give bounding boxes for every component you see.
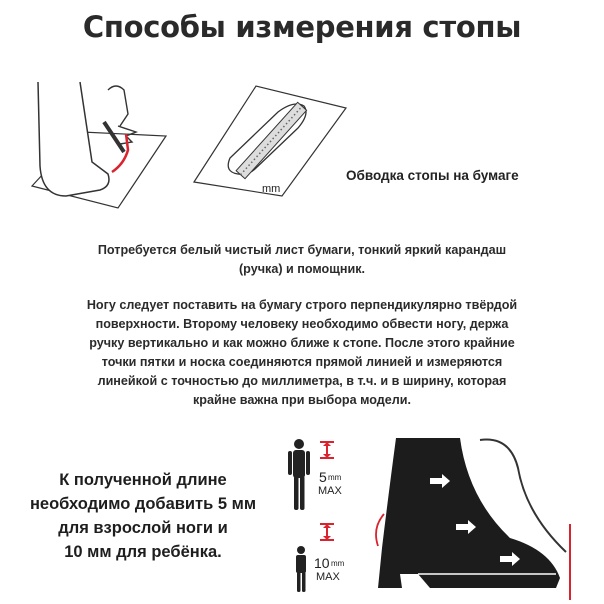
page-title: Способы измерения стопы bbox=[82, 10, 522, 44]
child-margin-unit: mm bbox=[331, 559, 345, 568]
adult-margin-value: 5 bbox=[319, 469, 327, 485]
note-line: 10 мм для ребёнка. bbox=[64, 543, 222, 561]
red-arrows-icon bbox=[320, 524, 334, 540]
note-line: К полученной длине bbox=[59, 471, 227, 489]
red-arrows-icon bbox=[320, 442, 334, 458]
child-margin-max: MAX bbox=[316, 571, 340, 583]
paragraph-line: крайне важна при выбора модели. bbox=[192, 393, 412, 407]
adult-margin-max: MAX bbox=[318, 485, 342, 497]
paragraph-instructions bbox=[24, 296, 580, 410]
paragraph-line: Ногу следует поставить на бумагу строго перпендикулярно твёрдой bbox=[86, 298, 518, 312]
paragraph-line: (ручка) и помощник. bbox=[238, 262, 366, 276]
foot-tracing-illustration bbox=[20, 74, 170, 224]
child-margin-illustration bbox=[286, 520, 366, 596]
footprint-ruler-illustration bbox=[186, 82, 350, 200]
paragraph-line: Потребуется белый чистый лист бумаги, тонкий яркий карандаш bbox=[97, 243, 507, 257]
adult-margin-illustration bbox=[286, 436, 366, 514]
paragraph-requirements bbox=[24, 241, 580, 279]
tracing-caption: Обводка стопы на бумаге bbox=[346, 168, 519, 183]
paragraph-line: линейкой с точностью до миллиметра, в т.ч. и в ширину, которая bbox=[97, 374, 507, 388]
paragraph-line: точки пятки и носка соединяются прямой линией и измеряются bbox=[101, 355, 503, 369]
paragraph-line: поверхности. Второму человеку необходимо обвести ногу, держа bbox=[95, 317, 509, 331]
child-figure-icon bbox=[296, 546, 306, 592]
ruler-unit-label: mm bbox=[262, 183, 281, 195]
adult-figure-icon bbox=[288, 439, 310, 510]
note-line: для взрослой ноги и bbox=[58, 519, 228, 537]
boot-illustration bbox=[360, 428, 580, 600]
size-margin-note bbox=[12, 468, 274, 564]
paragraph-line: ручку вертикально и как можно ближе к стопе. После этого крайние bbox=[89, 336, 515, 350]
adult-margin-unit: mm bbox=[328, 473, 342, 482]
child-margin-value: 10 bbox=[314, 555, 330, 571]
note-line: необходимо добавить 5 мм bbox=[29, 495, 257, 513]
